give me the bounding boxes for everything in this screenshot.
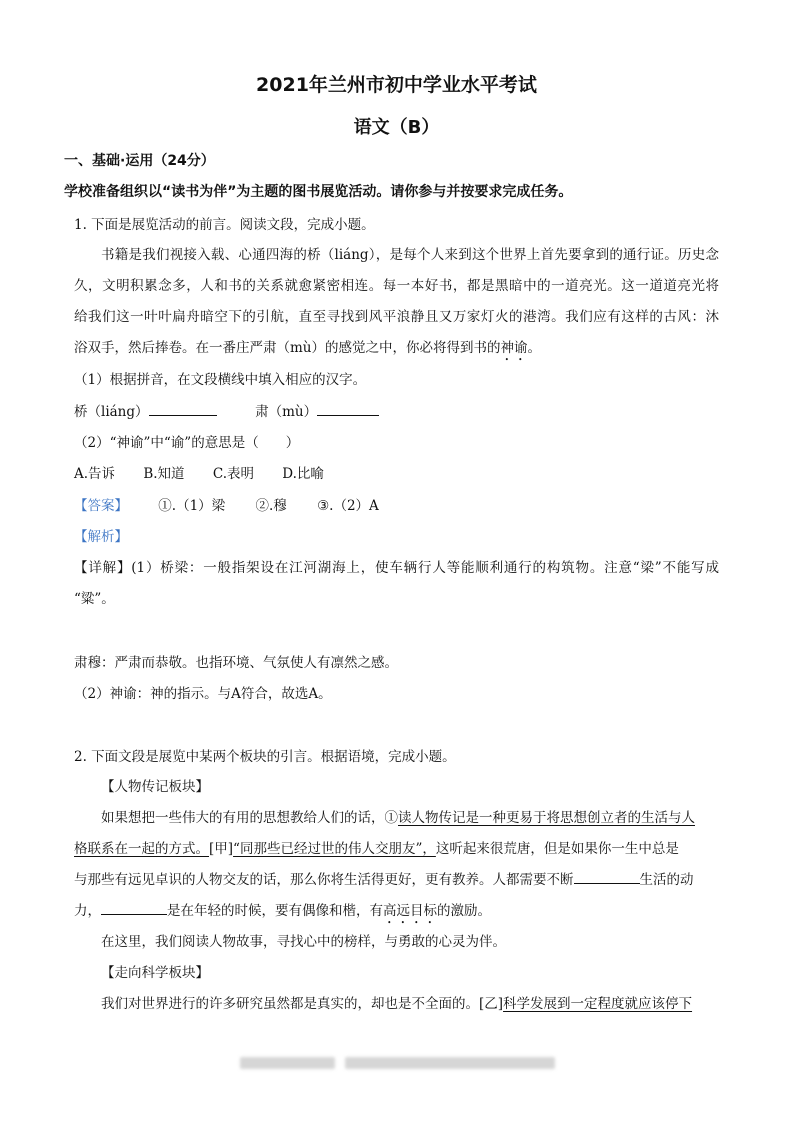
q2-text: 是在年轻的时候，要有偶像和楷，有 — [167, 903, 383, 919]
q2-text: 生活的动 — [639, 872, 694, 888]
option-d[interactable]: D.比喻 — [282, 466, 324, 482]
section-heading: 一、基础·运用（24分） — [64, 153, 215, 169]
answer-3: ③.（2）A — [317, 498, 379, 514]
detail-line-1: 【详解】(1）桥梁：一般指架设在江河湖海上，使车辆行人等能顺利通行的构筑物。注意“梁”不能写成 — [74, 560, 719, 576]
underlined-sentence-1: 读人物传记是一种更易于将思想创立者的生活与人 — [398, 810, 695, 826]
answer-label: 【答案】 — [74, 498, 128, 514]
blurred-watermark-left — [240, 1057, 335, 1069]
q2-text: 与那些有远见卓识的人物交友的话，那么你将生活得更好，更有教养。人都需要不断 — [74, 872, 574, 888]
underlined-sentence-jia: “同那些已经过世的伟人交朋友”， — [233, 841, 436, 857]
fill-label-liang: 桥（liáng） — [74, 404, 149, 420]
dotted-word-shenyu: 神谕 — [500, 340, 528, 356]
q2-para3-line1 — [101, 992, 692, 1012]
detail-line-2: “粱”。 — [74, 591, 115, 607]
fill-blank-2[interactable] — [317, 403, 379, 416]
q1-fill-blanks — [74, 400, 379, 420]
answer-row — [74, 494, 379, 514]
detail-line-3: 肃穆：严肃而恭敬。也指环境、气氛使人有凛然之感。 — [74, 655, 398, 671]
fill-blank-3[interactable] — [574, 871, 640, 884]
block-title-science: 【走向科学板块】 — [101, 965, 209, 981]
q2-text: 这听起来很荒唐，但是如果你一生中总是 — [435, 841, 679, 857]
underlined-sentence-1-end: 格联系在一起的方式。 — [74, 841, 209, 857]
block-title-biography: 【人物传记板块】 — [101, 779, 209, 795]
q1-options — [74, 462, 348, 482]
blurred-watermark-right — [345, 1057, 555, 1069]
fill-label-mu: 肃（mù） — [255, 404, 318, 420]
q2-para1-line1 — [101, 806, 719, 826]
q2-text: 我们对世界进行的许多研究虽然都是真实的，却也是不全面的。[乙] — [101, 996, 504, 1012]
q1-passage-text: 浴双手，然后捧卷。在一番庄严肃（mù）的感觉之中，你必将得到书的 — [74, 340, 501, 356]
answer-2: ②.穆 — [255, 498, 287, 514]
q2-para1-line4 — [74, 899, 491, 927]
q1-passage-end: 。 — [527, 340, 541, 356]
analysis-label: 【解析】 — [74, 529, 128, 545]
q1-sub-question-2: （2）“神谕”中“谕”的意思是（ ） — [74, 435, 300, 451]
q1-passage-line-1: 书籍是我们视接入载、心通四海的桥（liáng），是每个人来到这个世界上首先要拿到的通行证。历史念 — [101, 247, 719, 263]
marker-jia: [甲] — [209, 841, 234, 857]
q2-text: 的激励。 — [437, 903, 491, 919]
answer-1: ①.（1）梁 — [158, 498, 226, 514]
underlined-sentence-yi: 科学发展到一定程度就应该停下 — [503, 996, 693, 1012]
q1-passage-line-3: 给我们这一叶叶扁舟暗空下的引航，直至寻找到风平浪静且又万家灯火的港湾。我们应有这样的古风：沐 — [74, 309, 719, 325]
q2-para2: 在这里，我们阅读人物故事，寻找心中的榜样，与勇敢的心灵为伴。 — [101, 934, 506, 950]
q1-sub-question-1: （1）根据拼音，在文段横线中填入相应的汉字。 — [74, 372, 367, 388]
q2-para1-line2 — [74, 837, 679, 857]
exam-title: 2021年兰州市初中学业水平考试 — [256, 74, 537, 96]
dotted-word-gaoyuan: 高远目标 — [383, 903, 437, 919]
fill-blank-1[interactable] — [149, 403, 217, 416]
q1-passage-line-4 — [74, 336, 541, 364]
option-a[interactable]: A.告诉 — [74, 466, 116, 482]
fill-blank-4[interactable] — [101, 902, 167, 915]
option-c[interactable]: C.表明 — [212, 466, 254, 482]
detail-line-4: （2）神谕：神的指示。与A符合，故选A。 — [74, 686, 332, 702]
question-1-stem: 1. 下面是展览活动的前言。阅读文段，完成小题。 — [74, 217, 375, 233]
q1-passage-line-2: 久，文明积累念多，人和书的关系就愈紧密相连。每一本好书，都是黑暗中的一道亮光。这一道道亮光将 — [74, 278, 719, 294]
question-2-stem: 2. 下面文段是展览中某两个板块的引言。根据语境，完成小题。 — [74, 749, 456, 765]
exam-subtitle: 语文（B） — [353, 117, 440, 138]
q2-text: 力， — [74, 903, 101, 919]
task-intro: 学校准备组织以“读书为伴”为主题的图书展览活动。请你参与并按要求完成任务。 — [64, 184, 573, 200]
q2-text: 如果想把一些伟大的有用的思想教给人们的话，① — [101, 810, 398, 826]
q2-para1-line3 — [74, 868, 694, 888]
option-b[interactable]: B.知道 — [143, 466, 185, 482]
